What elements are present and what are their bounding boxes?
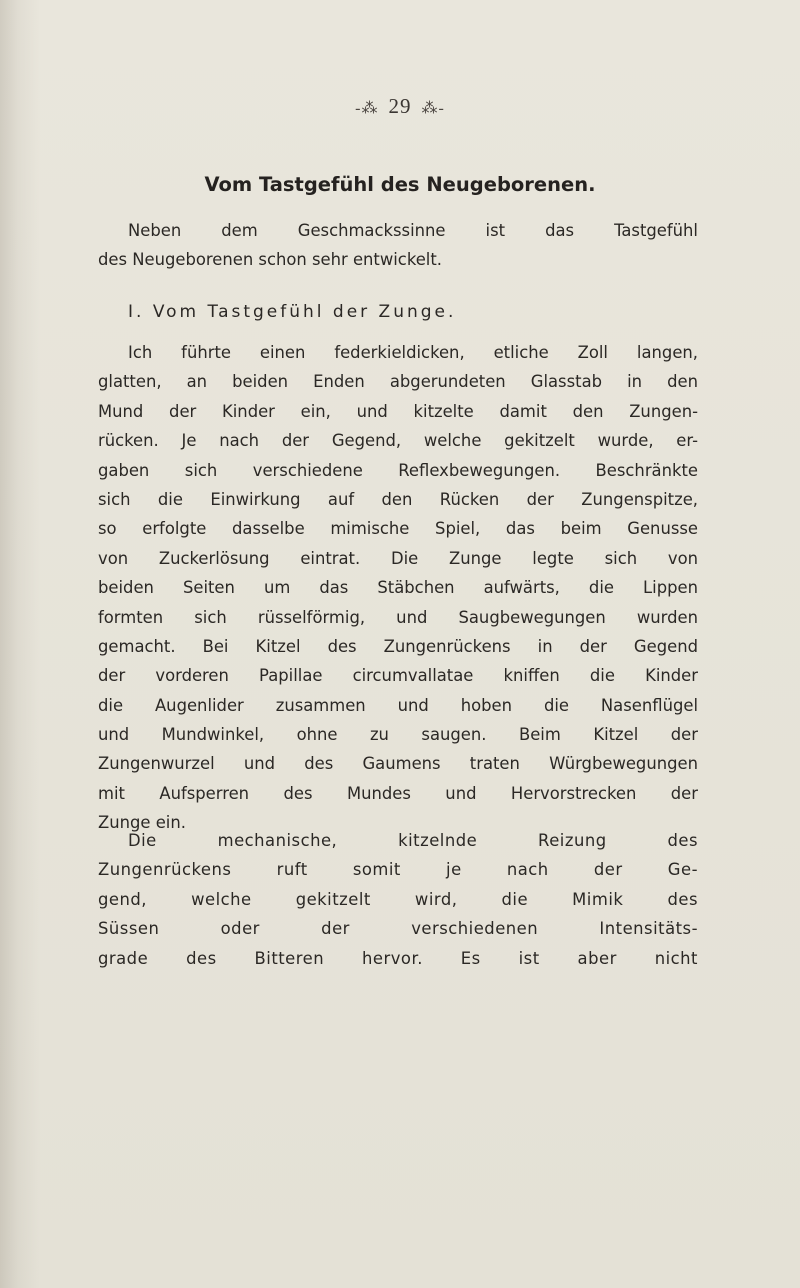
chapter-title: Vom Tastgefühl des Neugeborenen. [204,173,596,196]
text-line: gemacht. Bei Kitzel des Zungenrückens in der Gegend [98,636,698,656]
page-number: 29 [388,94,412,118]
text-line: Mund der Kinder ein, und kitzelte damit den Zungen- [98,401,698,421]
text-line: gaben sich verschiedene Reflexbewegungen. Beschränkte [98,460,698,480]
paragraph-spaced-summary [98,826,698,973]
text-line: die Augenlider zusammen und hoben die Nasenflügel [98,695,698,715]
text-line: von Zuckerlösung eintrat. Die Zunge legte sich von [98,548,698,568]
text-line: so erfolgte dasselbe mimische Spiel, das beim Genusse [98,519,698,539]
section-heading: I. Vom Tastgefühl der Zunge. [128,302,457,322]
text-line: glatten, an beiden Enden abgerundeten Glasstab in den [98,372,698,392]
text-line: Süssen oder der verschiedenen Intensitäts- [98,919,698,939]
text-line: sich die Einwirkung auf den Rücken der Zungenspitze, [98,489,698,509]
text-line: rücken. Je nach der Gegend, welche gekitzelt wurde, er- [98,431,698,451]
text-line: Zungenrückens ruft somit je nach der Ge- [98,860,698,880]
text-line: Neben dem Geschmackssinne ist das Tastgefühl [128,221,698,240]
page-number-header [0,94,800,119]
ornament-left-icon: -⁂ [355,100,379,117]
text-line: der vorderen Papillae circumvallatae kniffen die Kinder [98,666,698,686]
text-line: Zunge ein. [98,813,186,833]
text-line: gend, welche gekitzelt wird, die Mimik des [98,889,698,909]
paragraph-tongue-reflexes [98,338,698,838]
text-line: Ich führte einen federkieldicken, etliche Zoll langen, [128,343,698,362]
text-line: und Mundwinkel, ohne zu saugen. Beim Kitzel der [98,725,698,745]
intro-paragraph [98,216,698,275]
text-line: beiden Seiten um das Stäbchen aufwärts, die Lippen [98,578,698,598]
text-line: mit Aufsperren des Mundes und Hervorstrecken der [98,783,698,803]
ornament-right-icon: ⁂- [421,100,445,117]
text-line: formten sich rüsselförmig, und Saugbewegungen wurden [98,607,698,627]
text-line: Die mechanische, kitzelnde Reizung des [128,831,698,850]
text-line: grade des Bitteren hervor. Es ist aber nicht [98,948,698,968]
text-line: des Neugeborenen schon sehr entwickelt. [98,250,443,270]
text-line: Zungenwurzel und des Gaumens traten Würgbewegungen [98,754,698,774]
